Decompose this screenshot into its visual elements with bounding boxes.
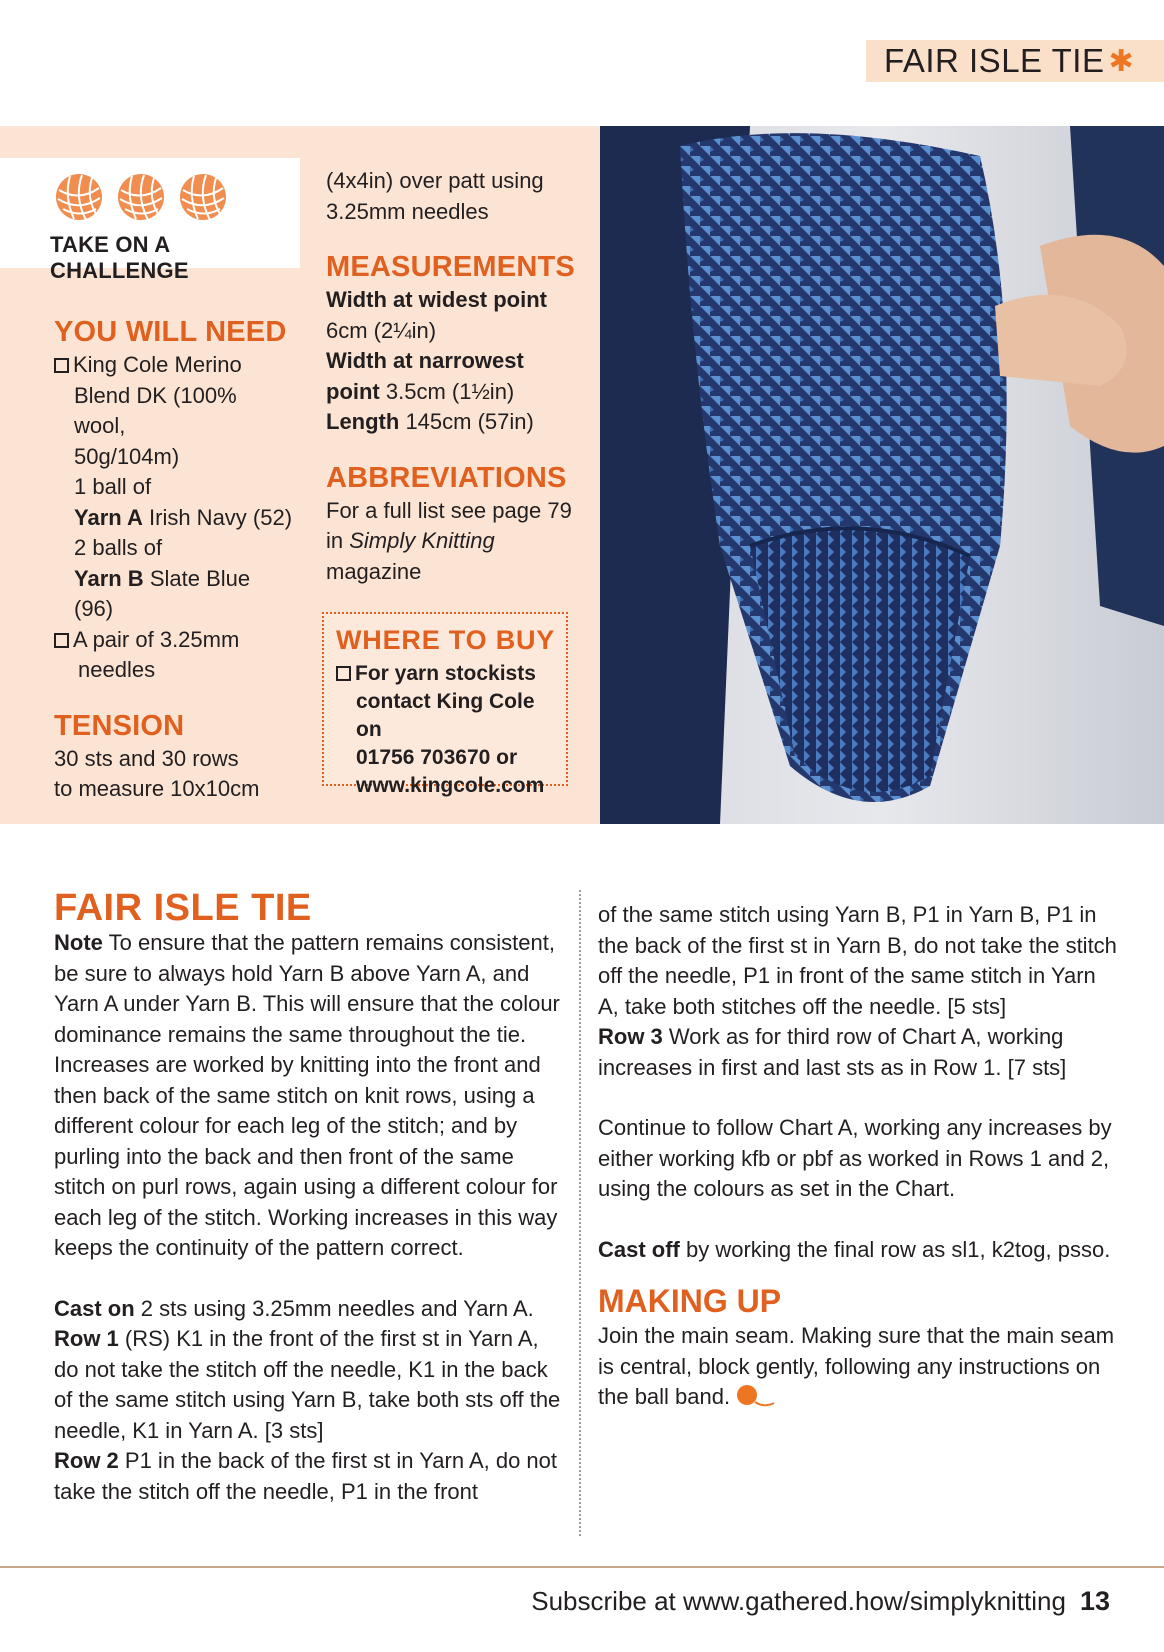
pattern-left-column	[54, 888, 566, 1507]
yarn-ball-icon	[178, 172, 228, 222]
abbreviations-heading: ABBREVIATIONS	[326, 461, 567, 494]
you-will-need-heading: YOU WILL NEED	[54, 316, 287, 348]
continue-instruction: Continue to follow Chart A, working any increases by either working kfb or pbf as worked in Rows 1 and 2, using the colours as set in the Chart.	[598, 1115, 1112, 1201]
stockist-phone: 01756 703670 or	[356, 746, 518, 769]
materials-list-item: A pair of 3.25mm needles	[54, 625, 294, 686]
difficulty-rating	[0, 158, 300, 283]
yarn-ball-end-icon	[736, 1384, 776, 1408]
yarn-b-label: Yarn B	[74, 565, 144, 591]
stockist-website: www.kingcole.com	[356, 774, 545, 797]
challenge-label: TAKE ON A CHALLENGE	[50, 232, 189, 283]
tension-continued: (4x4in) over patt using	[326, 168, 544, 193]
yarn-ball-rating	[54, 172, 228, 222]
row-2-instruction: Row 2 P1 in the back of the first st in Yarn A, do not take the stitch off the needle, P1 in the front	[54, 1448, 558, 1504]
pattern-right-column	[598, 900, 1120, 1413]
checkbox-icon	[54, 633, 69, 648]
magazine-name: Simply Knitting	[349, 528, 495, 553]
where-to-buy-box	[322, 612, 568, 797]
tie-photo	[600, 126, 1164, 824]
row-1-instruction: Row 1 (RS) K1 in the front of the first st in Yarn A, do not take the stitch off the needle, K1 in the back of the same stitch using Yarn B, take both sts off the needle, K1 in Yarn A. [3 sts]	[54, 1326, 561, 1443]
row-3-instruction: Row 3 Work as for third row of Chart A, working increases in first and last sts as in Row 1. [7 sts]	[598, 1024, 1067, 1080]
specs-column: (4x4in) over patt using 3.25mm needles MEASUREMENTS Width at widest point 6cm (2¼in) Width at narrowest point 3.5cm (1½in) Length 145cm (57in) ABBREVIATIONS For a full list see page 79 in Simply Knitting magazine	[326, 168, 575, 584]
checkbox-icon	[54, 358, 69, 373]
cast-on-instruction: Cast on 2 sts using 3.25mm needles and Yarn A.	[54, 1295, 534, 1321]
cast-off-instruction: Cast off by working the final row as sl1, k2tog, psso.	[598, 1236, 1111, 1262]
where-to-buy-heading: WHERE TO BUY	[336, 625, 556, 655]
tension-heading: TENSION	[54, 709, 185, 742]
section-title: FAIR ISLE TIE	[884, 42, 1105, 79]
yarn-ball-icon	[116, 172, 166, 222]
info-panel	[0, 126, 600, 824]
row-2-continued: of the same stitch using Yarn B, P1 in Yarn B, P1 in the back of the first st in Yarn B, do not take the stitch off the needle, P1 in front of the same stitch in Yarn A, take both stitches off the needle. [5 sts]	[598, 902, 1117, 1019]
making-up-text: Join the main seam. Making sure that the main seam is central, block gently, following any instructions on the ball band.	[598, 1323, 1115, 1409]
yarn-a-label: Yarn A	[74, 504, 143, 530]
yarn-ball-icon	[54, 172, 104, 222]
materials-list-item: King Cole Merino Blend DK (100% wool, 50g/104m) 1 ball of Yarn A Irish Navy (52) 2 balls of Yarn B Slate Blue (96)	[54, 350, 294, 625]
stockist-info: For yarn stockists contact King Cole on 01756 703670 or www.kingcole.com	[336, 660, 556, 800]
section-header-tab	[866, 40, 1164, 82]
materials-column: YOU WILL NEED King Cole Merino Blend DK (100% wool, 50g/104m) 1 ball of Yarn A Irish Navy (52) 2 balls of Yarn B Slate Blue (96) A pair of 3.25mm needles TENSION 30 sts and 30 rows to measure 10x10cm	[54, 316, 293, 801]
column-divider	[579, 890, 581, 1536]
subscribe-text: Subscribe at www.gathered.how/simplyknitting	[531, 1586, 1066, 1616]
page-number: 13	[1079, 1586, 1110, 1616]
page-footer	[531, 1586, 1110, 1617]
measurements-heading: MEASUREMENTS	[326, 251, 575, 283]
footer-divider	[0, 1566, 1164, 1568]
pattern-note: Note To ensure that the pattern remains consistent, be sure to always hold Yarn B above Yarn A, and Yarn A under Yarn B. This will ensure that the colour dominance remains the same throughout the tie. Increases are worked by knitting into the front and then back of the same stitch on knit rows, using a different colour for each leg of the stitch; and by purling into the back and then front of the same stitch on purl rows, again using a different colour for each leg of the stitch. Working increases in this way keeps the continuity of the pattern correct.	[54, 930, 560, 1260]
asterisk-flower-icon: ✱	[1108, 44, 1134, 78]
making-up-heading: MAKING UP	[598, 1283, 782, 1319]
pattern-title: FAIR ISLE TIE	[54, 887, 312, 929]
checkbox-icon	[336, 666, 351, 681]
